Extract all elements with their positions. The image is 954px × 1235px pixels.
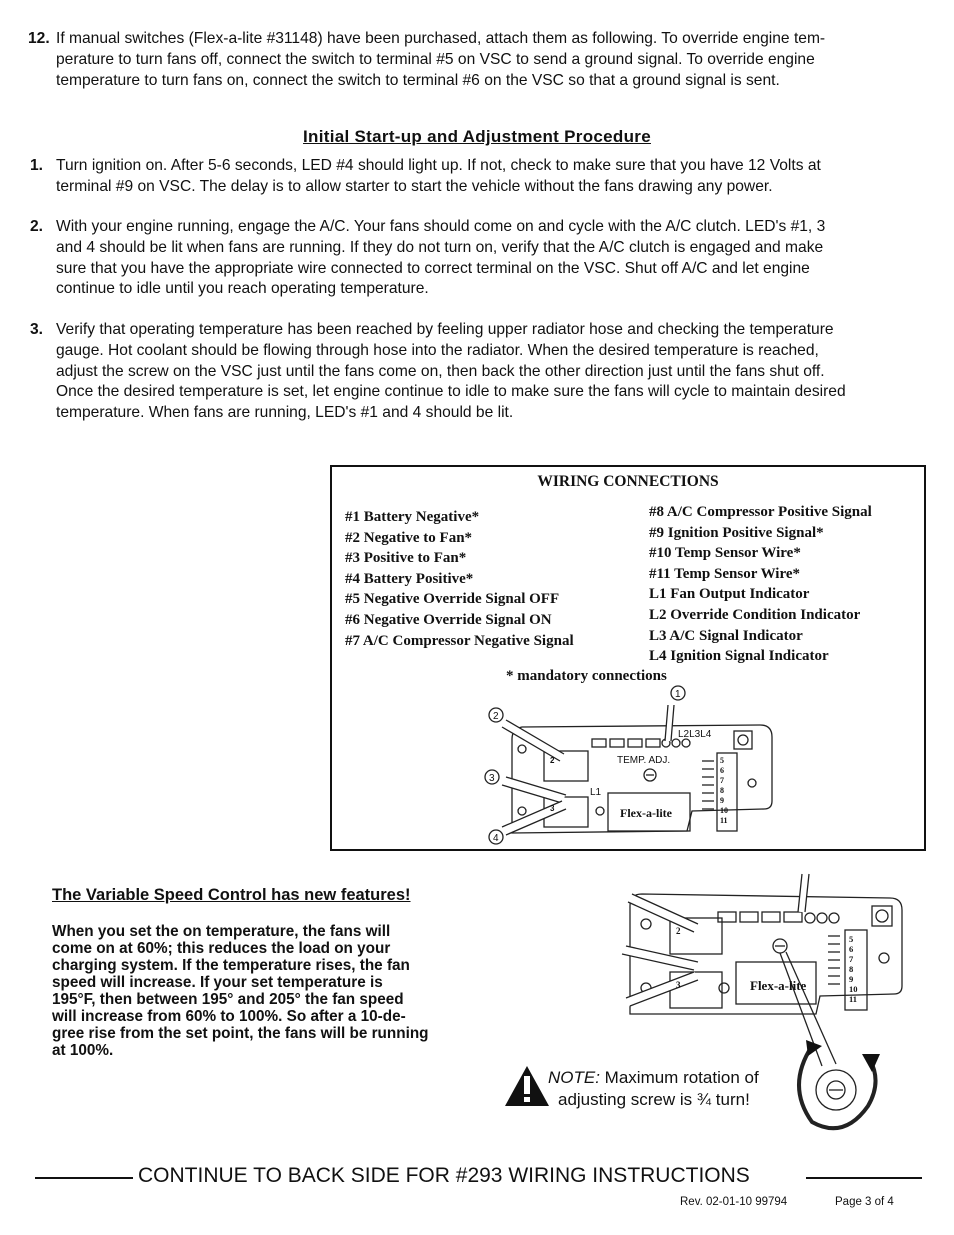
footer-rule-left — [35, 1177, 133, 1179]
step-12-line: temperature to turn fans on, connect the switch to terminal #6 on the VSC so that a ground signal is sent. — [56, 71, 780, 89]
revision-info: Rev. 02-01-10 99794 — [680, 1196, 788, 1208]
terminal-number: 7 — [720, 776, 724, 785]
wiring-item: #1 Battery Negative* — [345, 509, 480, 525]
wiring-item: L1 Fan Output Indicator — [649, 586, 810, 603]
wiring-item: #11 Temp Sensor Wire* — [649, 565, 801, 582]
wiring-item: L2 Override Condition Indicator — [649, 606, 861, 623]
callout-label: 3 — [489, 773, 495, 784]
callout-label: 1 — [675, 689, 681, 700]
terminal-number: 9 — [849, 974, 854, 984]
terminal-number: 10 — [720, 806, 728, 815]
flex-a-lite-logo: Flex-a-lite — [620, 806, 672, 820]
features-title: The Variable Speed Control has new features! — [52, 886, 411, 904]
features-body — [52, 923, 492, 1059]
wiring-item: #4 Battery Positive* — [345, 570, 474, 587]
terminal-number: 5 — [849, 934, 854, 944]
features-line: will increase from 60% to 100%. So after a 10-de- — [52, 1008, 406, 1025]
wiring-item: #10 Temp Sensor Wire* — [649, 545, 801, 562]
terminal-number: 9 — [720, 796, 724, 805]
terminal-number: 6 — [849, 944, 854, 954]
step-12-text — [56, 29, 825, 91]
step-1-text — [56, 156, 821, 198]
wiring-left-list — [345, 507, 574, 651]
step-3-text — [56, 320, 846, 424]
features-line: at 100%. — [52, 1042, 114, 1059]
step-2-line: continue to idle until you reach operating temperature. — [56, 280, 429, 298]
step-3-line: Verify that operating temperature has been reached by feeling upper radiator hose and checking the temperature — [56, 321, 834, 338]
terminal-2-label: 2 — [676, 926, 681, 936]
step-3-line: gauge. Hot coolant should be flowing through hose into the radiator. When the desired temperature is reached, — [56, 341, 819, 359]
footer-rule-right — [806, 1177, 922, 1179]
note-line-2: adjusting screw is ¾ turn! — [558, 1090, 750, 1109]
features-line: When you set the on temperature, the fans will — [52, 923, 391, 940]
step-2-line: With your engine running, engage the A/C. Your fans should come on and cycle with the A/C clutch. LED's #1, 3 — [56, 218, 826, 235]
step-2-number: 2. — [30, 218, 44, 235]
step-12-line: If manual switches (Flex-a-lite #31148) have been purchased, attach them as following. To override engine tem- — [56, 30, 826, 47]
wiring-item: #8 A/C Compressor Positive Signal — [649, 504, 872, 520]
l1-label: L1 — [590, 787, 602, 798]
terminal-3-label: 3 — [676, 980, 681, 990]
callout-label: 2 — [493, 711, 499, 722]
step-12-number: 12. — [28, 30, 50, 47]
terminal-number: 7 — [849, 954, 854, 964]
step-1-line: terminal #9 on VSC. The delay is to allow starter to start the vehicle without the fans drawing any power. — [56, 177, 773, 195]
note-line-1: Maximum rotation of — [599, 1068, 759, 1087]
temp-adj-label: TEMP. ADJ. — [617, 755, 671, 766]
mandatory-note: * mandatory connections — [506, 668, 667, 684]
step-2-line: sure that you have the appropriate wire connected to correct terminal on the VSC. Shut off A/C and let engine — [56, 259, 810, 277]
wiring-item: #7 A/C Compressor Negative Signal — [345, 632, 574, 649]
terminal-number: 11 — [720, 816, 728, 825]
flex-a-lite-logo: Flex-a-lite — [750, 978, 807, 993]
section-heading: Initial Start-up and Adjustment Procedure — [303, 127, 651, 146]
wiring-item: #9 Ignition Positive Signal* — [649, 524, 824, 541]
terminal-number: 6 — [720, 766, 724, 775]
terminal-number: 8 — [720, 786, 724, 795]
terminal-2-label: 2 — [550, 756, 555, 765]
wiring-title: WIRING CONNECTIONS — [537, 473, 719, 490]
step-12-line: perature to turn fans off, connect the switch to terminal #5 on VSC to send a ground signal. To override engine — [56, 50, 815, 68]
rotation-note — [548, 1067, 759, 1111]
terminal-number: 5 — [720, 756, 724, 765]
note-label: NOTE: — [548, 1068, 600, 1087]
features-line: gree rise from the set point, the fans will be running — [52, 1025, 429, 1042]
warning-icon — [503, 1064, 551, 1108]
features-line: 195°F, then between 195° and 205° the fan speed — [52, 991, 404, 1008]
step-3-line: temperature. When fans are running, LED's #1 and 4 should be lit. — [56, 404, 514, 422]
terminal-3-label: 3 — [550, 804, 555, 813]
wiring-item: L4 Ignition Signal Indicator — [649, 648, 829, 665]
terminal-number: 11 — [849, 994, 858, 1004]
step-2-line: and 4 should be lit when fans are running. If they do not turn on, verify that the A/C clutch is engaged and make — [56, 238, 824, 256]
step-1-line: Turn ignition on. After 5-6 seconds, LED #4 should light up. If not, check to make sure that you have 12 Volts at — [56, 157, 821, 174]
step-3-line: adjust the screw on the VSC just until the fans come on, then back the other direction just until the fans shut off. — [56, 362, 825, 380]
controller-wiring-diagram — [482, 681, 782, 847]
step-2-text — [56, 217, 825, 300]
step-3-line: Once the desired temperature is set, let engine continue to idle to make sure the fans will cycle to maintain desired — [56, 383, 846, 401]
page-number: Page 3 of 4 — [835, 1196, 894, 1208]
terminal-number: 8 — [849, 964, 854, 974]
step-3-number: 3. — [30, 321, 44, 338]
features-line: speed will increase. If your set temperature is — [52, 974, 383, 991]
terminal-number: 10 — [849, 984, 858, 994]
features-line: charging system. If the temperature rises, the fan — [52, 957, 410, 974]
features-line: come on at 60%; this reduces the load on your — [52, 940, 391, 957]
wiring-right-list — [649, 502, 872, 667]
wiring-item: #6 Negative Override Signal ON — [345, 611, 552, 628]
wiring-item: #2 Negative to Fan* — [345, 529, 473, 546]
wiring-item: L3 A/C Signal Indicator — [649, 627, 803, 644]
footer-continue-text: CONTINUE TO BACK SIDE FOR #293 WIRING INSTRUCTIONS — [138, 1164, 750, 1187]
wiring-connections-box — [330, 465, 926, 851]
wiring-item: #3 Positive to Fan* — [345, 550, 467, 567]
callout-label: 4 — [493, 833, 499, 844]
led-labels: L2L3L4 — [678, 729, 712, 740]
wiring-item: #5 Negative Override Signal OFF — [345, 591, 560, 608]
step-1-number: 1. — [30, 157, 44, 174]
